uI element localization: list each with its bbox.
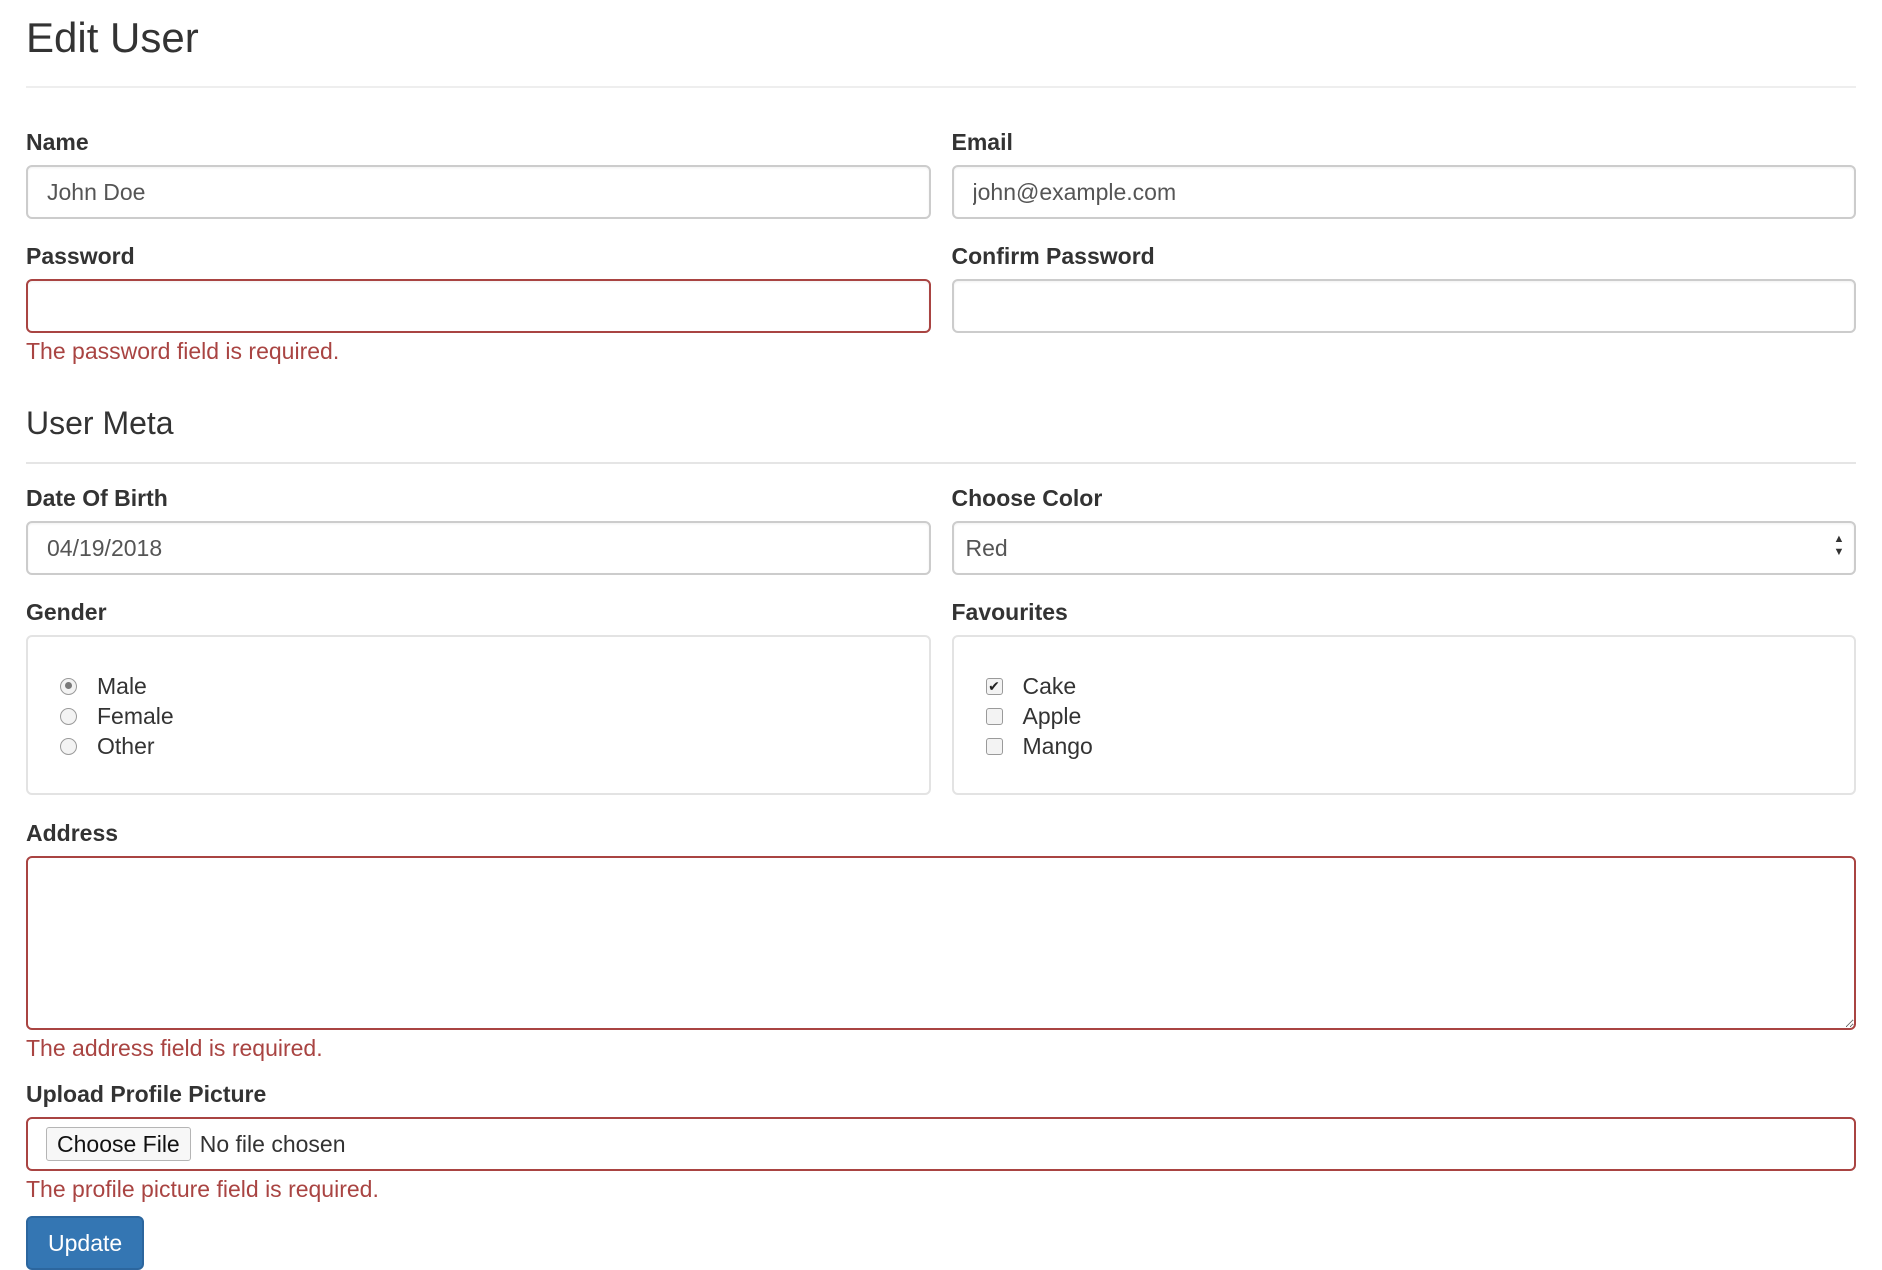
checkmark-icon: ✔	[988, 677, 1000, 694]
dob-group	[26, 482, 931, 575]
dob-color-row	[26, 482, 1856, 575]
gender-option-label: Female	[97, 702, 174, 729]
gender-group	[26, 596, 931, 795]
favourite-option-label: Cake	[1022, 672, 1077, 699]
password-error: The password field is required.	[26, 338, 340, 364]
checkbox-cake[interactable]	[986, 678, 1003, 695]
gender-option-label: Male	[97, 672, 147, 699]
confirm-password-label: Confirm Password	[951, 243, 1155, 269]
favourite-option-mango[interactable]	[986, 731, 1855, 761]
page-title: Edit User	[26, 0, 1856, 88]
color-select[interactable]	[952, 521, 1857, 575]
confirm-password-input[interactable]	[952, 279, 1857, 333]
password-label: Password	[26, 243, 135, 269]
favourites-label: Favourites	[951, 599, 1068, 625]
choose-file-button[interactable]: Choose File	[46, 1127, 191, 1161]
gender-box	[26, 635, 931, 795]
dob-input[interactable]	[26, 521, 931, 575]
email-group	[952, 126, 1857, 219]
favourites-group	[952, 596, 1857, 795]
radio-male[interactable]	[60, 678, 77, 695]
favourite-option-label: Mango	[1022, 732, 1093, 759]
email-input[interactable]	[952, 165, 1857, 219]
update-button[interactable]: Update	[26, 1216, 144, 1270]
confirm-password-group	[952, 240, 1857, 366]
gender-option-label: Other	[97, 732, 155, 759]
gender-option-male[interactable]	[60, 671, 929, 701]
password-input[interactable]	[26, 279, 931, 333]
address-error: The address field is required.	[26, 1035, 323, 1061]
file-status: No file chosen	[199, 1130, 346, 1157]
name-input[interactable]	[26, 165, 931, 219]
radio-female[interactable]	[60, 708, 77, 725]
select-arrows-icon: ▲ ▼	[1833, 533, 1845, 558]
color-group	[952, 482, 1857, 575]
dob-label: Date Of Birth	[26, 485, 168, 511]
gender-option-other[interactable]	[60, 731, 929, 761]
gender-label: Gender	[26, 599, 107, 625]
profile-picture-group	[26, 1078, 1856, 1204]
actions	[26, 1216, 1856, 1270]
color-select-value: Red	[952, 521, 1857, 575]
checkbox-mango[interactable]	[986, 738, 1003, 755]
radio-other[interactable]	[60, 738, 77, 755]
gender-option-female[interactable]	[60, 701, 929, 731]
password-group	[26, 240, 931, 366]
password-row	[26, 240, 1856, 366]
profile-picture-error: The profile picture field is required.	[26, 1176, 379, 1202]
address-group	[26, 817, 1856, 1063]
profile-picture-input	[26, 1117, 1856, 1171]
checkbox-apple[interactable]	[986, 708, 1003, 725]
address-textarea[interactable]	[26, 856, 1856, 1030]
gender-favourites-row	[26, 596, 1856, 795]
profile-picture-label: Upload Profile Picture	[26, 1081, 267, 1107]
name-email-row	[26, 126, 1856, 219]
color-label: Choose Color	[951, 485, 1103, 511]
favourites-box	[952, 635, 1857, 795]
address-label: Address	[26, 820, 119, 846]
section-title: User Meta	[26, 399, 1856, 464]
name-label: Name	[26, 129, 89, 155]
email-label: Email	[951, 129, 1013, 155]
favourite-option-label: Apple	[1022, 702, 1082, 729]
favourite-option-cake[interactable]	[986, 671, 1855, 701]
name-group	[26, 126, 931, 219]
favourite-option-apple[interactable]	[986, 701, 1855, 731]
